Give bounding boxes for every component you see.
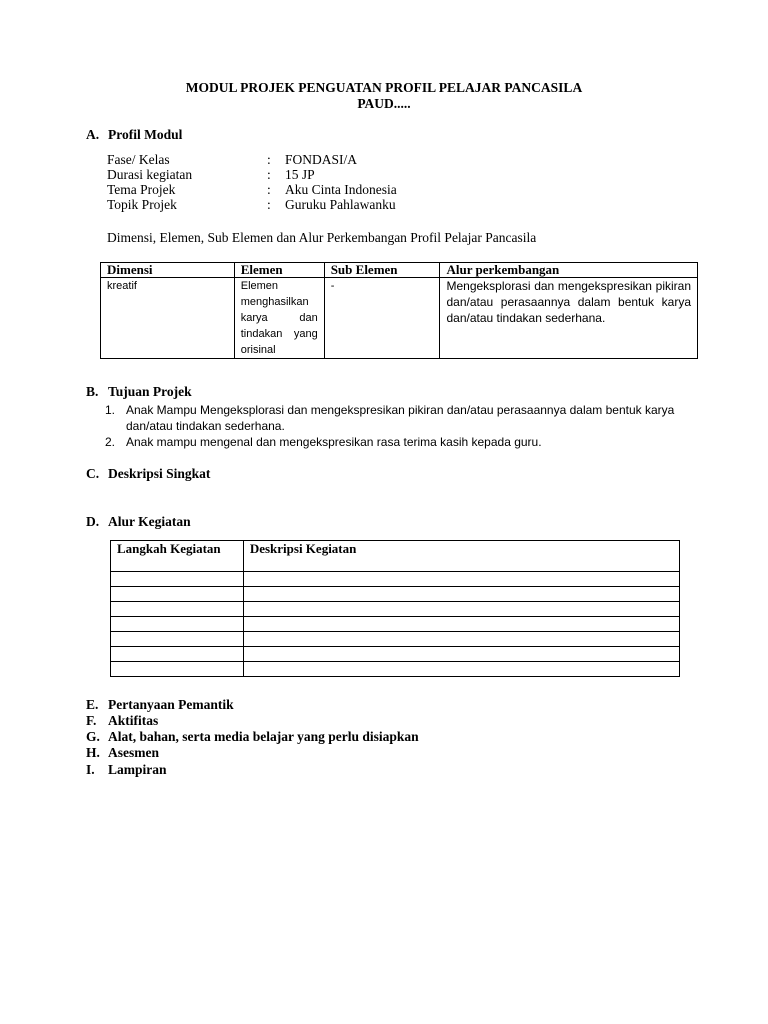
profil-label: Fase/ Kelas — [107, 152, 170, 167]
column-header-alur: Alur perkembangan — [440, 263, 698, 278]
section-g-title: Alat, bahan, serta media belajar yang perlu disiapkan — [108, 729, 419, 744]
section-h-heading — [86, 745, 159, 761]
section-f-letter: F. — [86, 713, 97, 728]
section-f-title: Aktifitas — [108, 713, 159, 728]
section-e-letter: E. — [86, 697, 99, 712]
empty-cell — [243, 617, 679, 632]
list-number: 1. — [105, 403, 116, 417]
section-i-heading — [86, 762, 167, 778]
table-row — [111, 572, 680, 587]
section-b-heading — [86, 384, 192, 400]
section-h-title: Asesmen — [108, 745, 159, 760]
empty-cell — [111, 587, 244, 602]
dimensi-table — [100, 262, 698, 359]
document-title: MODUL PROJEK PENGUATAN PROFIL PELAJAR PANCASILA — [185, 80, 583, 95]
profil-value: Aku Cinta Indonesia — [285, 182, 397, 197]
profil-colon: : — [267, 167, 271, 182]
profil-colon: : — [267, 152, 271, 167]
table-header-row — [101, 263, 698, 278]
section-f-heading — [86, 713, 158, 729]
table-row — [111, 602, 680, 617]
table-header-row — [111, 541, 680, 572]
empty-cell — [111, 662, 244, 677]
empty-cell — [243, 662, 679, 677]
section-g-heading — [86, 729, 419, 745]
table-row — [111, 587, 680, 602]
alur-kegiatan-table — [110, 540, 680, 677]
section-h-letter: H. — [86, 745, 100, 760]
profil-label: Durasi kegiatan — [107, 167, 193, 182]
section-b-title: Tujuan Projek — [108, 384, 192, 399]
profil-colon: : — [267, 197, 271, 212]
profil-label: Tema Projek — [107, 182, 176, 197]
section-i-letter: I. — [86, 762, 95, 777]
document-subtitle: PAUD..... — [357, 96, 411, 111]
section-c-title: Deskripsi Singkat — [108, 466, 211, 481]
section-c-heading — [86, 466, 210, 482]
list-number: 2. — [105, 435, 116, 449]
empty-cell — [111, 572, 244, 587]
column-header-elemen: Elemen — [234, 263, 324, 278]
column-header-dimensi: Dimensi — [101, 263, 235, 278]
section-a-letter: A. — [86, 127, 100, 142]
profil-colon: : — [267, 182, 271, 197]
section-e-heading — [86, 697, 234, 713]
profil-value: FONDASI/A — [285, 152, 358, 167]
empty-cell — [243, 602, 679, 617]
empty-cell — [243, 647, 679, 662]
empty-cell — [243, 572, 679, 587]
empty-cell — [243, 587, 679, 602]
table-row — [111, 662, 680, 677]
profil-label: Topik Projek — [107, 197, 177, 212]
profil-value: Guruku Pahlawanku — [285, 197, 396, 212]
table-row — [111, 617, 680, 632]
section-d-letter: D. — [86, 514, 100, 529]
section-g-letter: G. — [86, 729, 100, 744]
cell-elemen: Elemen menghasilkan karya dan tindakan yang orisinal — [234, 278, 324, 359]
column-header-sub-elemen: Sub Elemen — [324, 263, 440, 278]
cell-alur: Mengeksplorasi dan mengekspresikan pikiran dan/atau perasaannya dalam bentuk karya dan/atau tindakan sederhana. — [440, 278, 698, 359]
table-row — [101, 278, 698, 359]
column-header-langkah: Langkah Kegiatan — [111, 541, 244, 572]
list-text: Anak mampu mengenal dan mengekspresikan rasa terima kasih kepada guru. — [126, 435, 542, 449]
list-text: Anak Mampu Mengeksplorasi dan mengekspresikan pikiran dan/atau perasaannya dalam bentuk karya dan/atau tindakan sederhana. — [126, 403, 675, 433]
table-row — [111, 632, 680, 647]
section-i-title: Lampiran — [108, 762, 167, 777]
empty-cell — [111, 617, 244, 632]
section-d-heading — [86, 514, 191, 530]
cell-dimensi: kreatif — [101, 278, 235, 359]
section-b-letter: B. — [86, 384, 99, 399]
empty-cell — [243, 632, 679, 647]
section-a-heading — [86, 127, 182, 143]
table-row — [111, 647, 680, 662]
empty-cell — [111, 632, 244, 647]
section-c-letter: C. — [86, 466, 100, 481]
dimensi-caption: Dimensi, Elemen, Sub Elemen dan Alur Perkembangan Profil Pelajar Pancasila — [107, 230, 537, 245]
empty-cell — [111, 647, 244, 662]
section-a-title: Profil Modul — [108, 127, 183, 142]
cell-sub-elemen: - — [324, 278, 440, 359]
section-e-title: Pertanyaan Pemantik — [108, 697, 234, 712]
section-d-title: Alur Kegiatan — [108, 514, 191, 529]
empty-cell — [111, 602, 244, 617]
column-header-deskripsi: Deskripsi Kegiatan — [243, 541, 679, 572]
profil-value: 15 JP — [285, 167, 315, 182]
